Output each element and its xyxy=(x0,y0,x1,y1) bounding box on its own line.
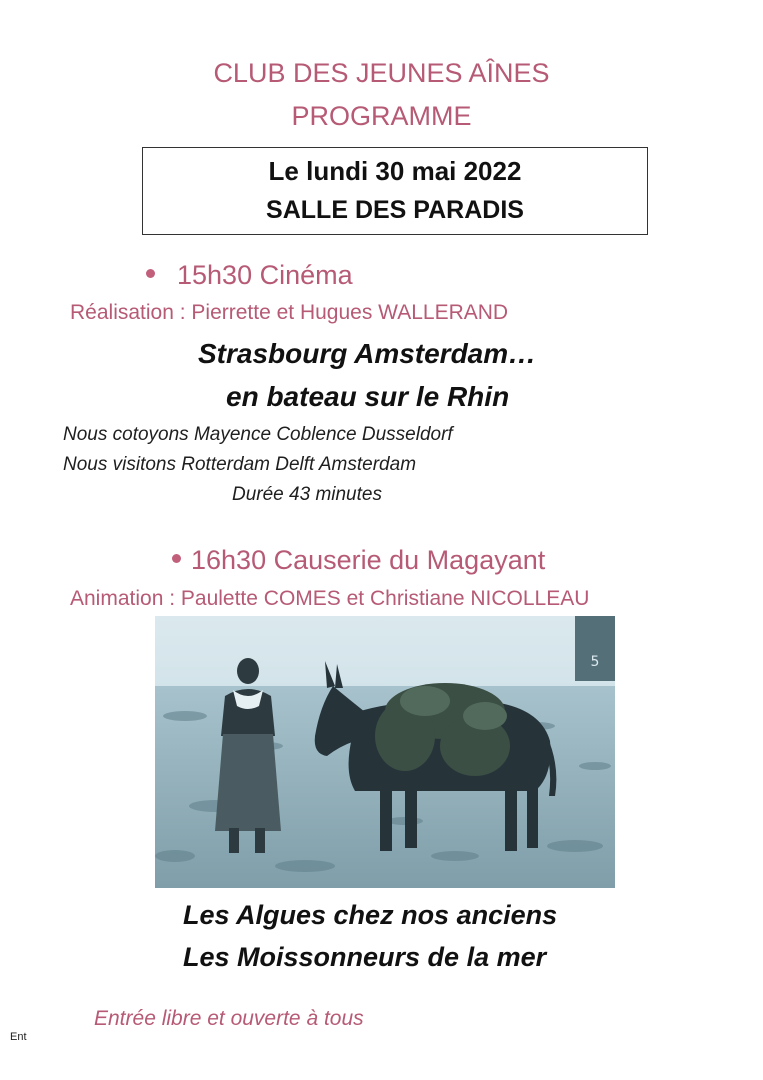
film-title-line2: en bateau sur le Rhin xyxy=(226,381,510,412)
margin-note: Ent xyxy=(10,1031,27,1043)
talk-credits: Animation : Paulette COMES et Christiane NICOLLEAU xyxy=(70,587,590,610)
film-title-line1: Strasbourg Amsterdam… xyxy=(198,338,537,369)
cinema-credits: Réalisation : Pierrette et Hugues WALLERAND xyxy=(70,301,509,324)
photo-sign-text: 5 xyxy=(590,654,600,670)
talk-heading-text: 16h30 Causerie du Magayant xyxy=(191,545,546,575)
event-date: Le lundi 30 mai 2022 xyxy=(268,156,522,186)
entry-note: Entrée libre et ouverte à tous xyxy=(94,1007,364,1030)
event-venue: SALLE DES PARADIS xyxy=(266,196,524,224)
film-duration: Durée 43 minutes xyxy=(232,484,382,505)
cinema-heading xyxy=(146,258,353,292)
cinema-heading-text: 15h30 Cinéma xyxy=(177,260,353,290)
archival-photo xyxy=(155,616,615,888)
programme-title: PROGRAMME xyxy=(291,101,472,131)
talk-heading xyxy=(172,543,545,577)
bullet-icon xyxy=(172,554,181,563)
bullet-icon xyxy=(146,269,155,278)
talk-title-line2: Les Moissonneurs de la mer xyxy=(183,942,547,972)
film-description-line1: Nous cotoyons Mayence Coblence Dusseldorf xyxy=(63,424,453,445)
club-title: CLUB DES JEUNES AÎNES xyxy=(213,58,550,88)
talk-title-line1: Les Algues chez nos anciens xyxy=(183,900,558,930)
film-description-line2: Nous visitons Rotterdam Delft Amsterdam xyxy=(63,454,417,475)
